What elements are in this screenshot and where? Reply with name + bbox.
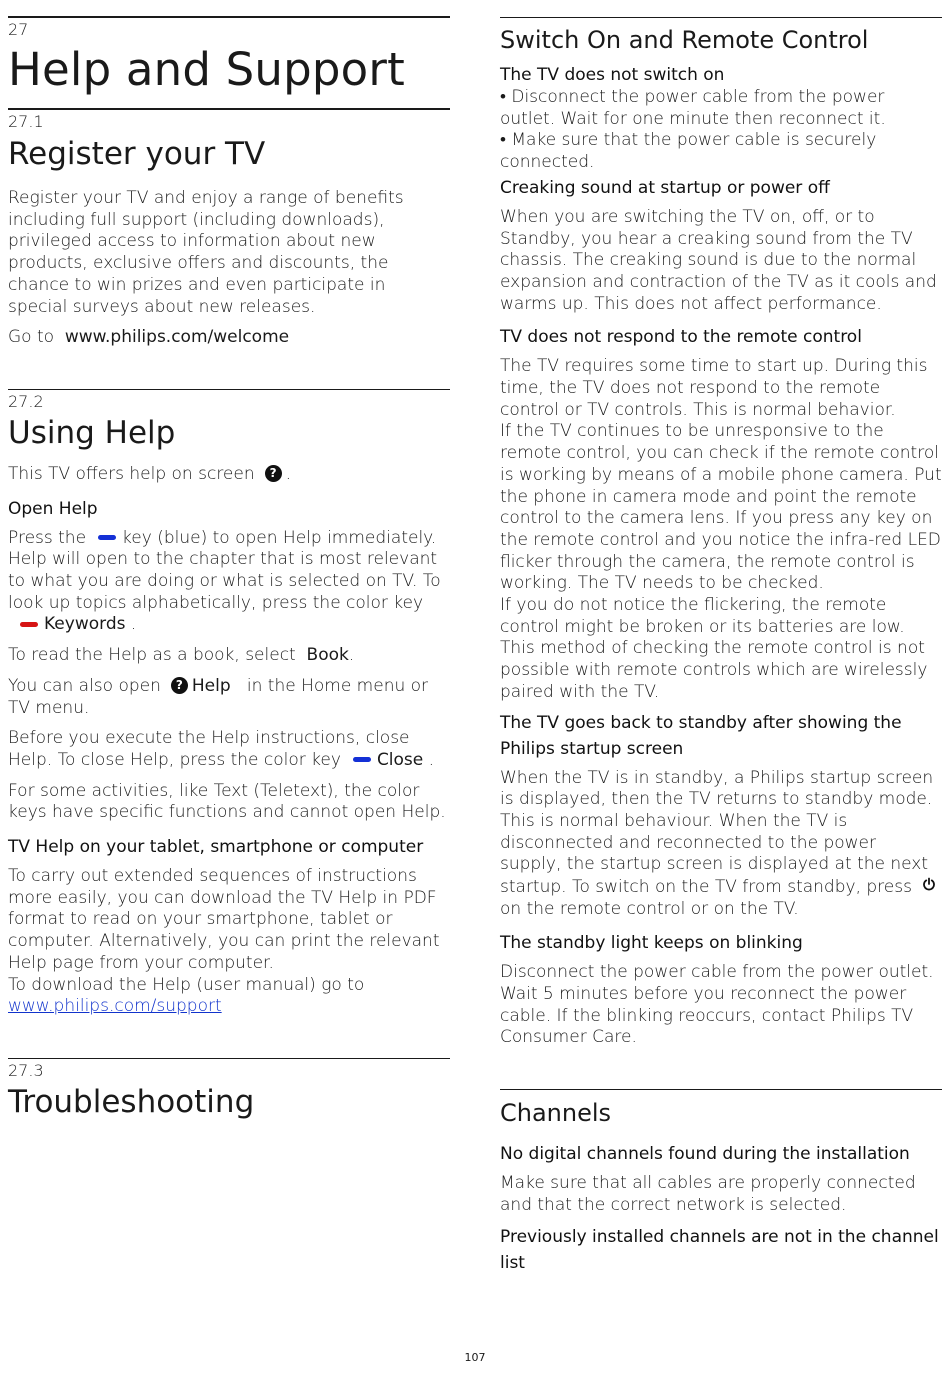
tablet-help-heading: TV Help on your tablet, smartphone or computer	[8, 837, 424, 858]
section-title: Register your TV	[8, 136, 266, 172]
chapter-title: Help and Support	[8, 43, 405, 96]
q3-paragraph-1: The TV requires some time to start up. During this time, the TV does not respond to the remote control or TV controls. This is normal behavior.	[500, 356, 928, 420]
keywords-key-label: Keywords	[44, 614, 126, 635]
help-intro	[8, 464, 450, 486]
chapter-rule	[8, 16, 450, 18]
section-rule	[8, 389, 450, 390]
q1-bullet-2: • Make sure that the power cable is securely connected.	[500, 130, 877, 173]
c2-heading: Previously installed channels are not in the channel list	[500, 1226, 939, 1273]
subsection-rule	[500, 1089, 942, 1090]
close-key-label: Close	[376, 749, 424, 770]
p2-end: .	[348, 645, 355, 666]
goto-line	[8, 327, 450, 349]
section-title: Using Help	[8, 414, 176, 451]
q1-bullet-1: • Disconnect the power cable from the power outlet. Wait for one minute then reconnect it.	[500, 87, 886, 129]
p2-start: To read the Help as a book, select	[8, 645, 296, 666]
q5-paragraph: Disconnect the power cable from the power outlet. Wait 5 minutes before you reconnect the power cable. If the blinking reoccurs, contact Philips TV Consumer Care.	[500, 962, 934, 1048]
left-column	[8, 0, 450, 1121]
open-help-paragraph	[8, 528, 450, 637]
section-title: Troubleshooting	[8, 1083, 255, 1120]
p1-start: Press the	[8, 527, 87, 548]
q4-paragraph	[500, 768, 942, 921]
q1-heading: The TV does not switch on	[500, 65, 725, 85]
p1-middle: key (blue) to open Help immediately. Help will open to the chapter that is most relevant to what you are doing or what is selected on TV. To look up topics alphabetically, press the color key	[8, 527, 441, 613]
support-link[interactable]: www.philips.com/support	[8, 996, 222, 1017]
section-number: 27.1	[8, 112, 44, 131]
q4-heading: The TV goes back to standby after showing the Philips startup screen	[500, 712, 902, 759]
help-intro-text: This TV offers help on screen	[8, 463, 255, 484]
p4-start: Before you execute the Help instructions, close Help. To close Help, press the color key	[8, 728, 410, 770]
help-question-icon: ?	[171, 677, 188, 694]
color-keys-paragraph: For some activities, like Text (Teletext), the color keys have specific functions and cannot open Help.	[8, 780, 446, 823]
blue-key-icon	[353, 757, 371, 762]
q4-end: on the remote control or on the TV.	[500, 898, 799, 919]
blue-key-icon	[98, 535, 116, 540]
subsection-rule	[500, 17, 942, 18]
p7-start: To download the Help (user manual) go to	[8, 974, 365, 995]
p4-end: .	[428, 749, 435, 770]
help-label: Help	[191, 675, 231, 696]
section-number: 27.2	[8, 391, 44, 411]
switch-on-heading: Switch On and Remote Control	[500, 26, 869, 54]
power-icon	[922, 876, 936, 898]
q2-paragraph: When you are switching the TV on, off, or to Standby, you hear a creaking sound from the TV chassis. The creaking sound is due to the normal expansion and contraction of the TV as it cools and warms up. This does not affect performance.	[500, 206, 937, 314]
book-label: Book	[306, 645, 349, 666]
register-body: Register your TV and enjoy a range of benefits including full support (including downloads), privileged access to information about new products, exclusive offers and discounts, the chance to win prizes and even participate in special surveys about new releases.	[8, 188, 404, 317]
right-column	[500, 0, 942, 1276]
c1-paragraph: Make sure that all cables are properly connected and that the correct network is selected.	[500, 1173, 916, 1215]
q5-heading: The standby light keeps on blinking	[500, 933, 803, 954]
help-intro-end: .	[285, 463, 292, 484]
q3-paragraph-4: This method of checking the remote control is not possible with remote controls which are wirelessly paired with the TV.	[500, 638, 928, 702]
red-key-icon	[20, 622, 38, 627]
q2-heading: Creaking sound at startup or power off	[500, 177, 830, 198]
goto-prefix: Go to	[8, 327, 55, 348]
page-number: 107	[464, 1351, 486, 1364]
welcome-url: www.philips.com/welcome	[64, 327, 290, 348]
tablet-help-paragraph: To carry out extended sequences of instructions more easily, you can download the TV Help in PDF format to read on your smartphone, tablet or computer. Alternatively, you can print the relevant Help page from your computer.	[8, 866, 440, 973]
book-paragraph	[8, 645, 450, 667]
section-rule	[8, 108, 450, 110]
p3-start: You can also open	[8, 675, 161, 696]
download-paragraph	[8, 975, 450, 1018]
open-help-heading: Open Help	[8, 498, 98, 519]
q3-heading: TV does not respond to the remote control	[500, 327, 862, 348]
q3-paragraph-3: If you do not notice the flickering, the remote control might be broken or its batteries are low.	[500, 595, 905, 637]
p3-end: in the Home menu or TV menu.	[8, 675, 429, 718]
section-number: 27.3	[8, 1060, 44, 1080]
close-help-paragraph	[8, 728, 450, 771]
help-question-icon: ?	[265, 465, 282, 482]
section-rule	[8, 1058, 450, 1059]
c1-heading: No digital channels found during the installation	[500, 1144, 910, 1165]
q3-paragraph-2: If the TV continues to be unresponsive to the remote control, you can check if the remote control is working by means of a mobile phone camera. Put the phone in camera mode and point the remote control to the camera lens. If you press any key on the remote control and you notice the infra-red LED flicker through the camera, the remote control is working. The TV needs to be checked.	[500, 421, 942, 594]
p1-end: .	[130, 614, 137, 635]
q4-start: When the TV is in standby, a Philips startup screen is displayed, then the TV returns to standby mode. This is normal behaviour. When the TV is disconnected and reconnected to the power supply, the startup screen is displayed at the next startup. To switch on the TV from standby, press	[500, 767, 934, 897]
channels-heading: Channels	[500, 1099, 612, 1128]
home-menu-paragraph	[8, 676, 450, 719]
chapter-number: 27	[8, 20, 29, 39]
